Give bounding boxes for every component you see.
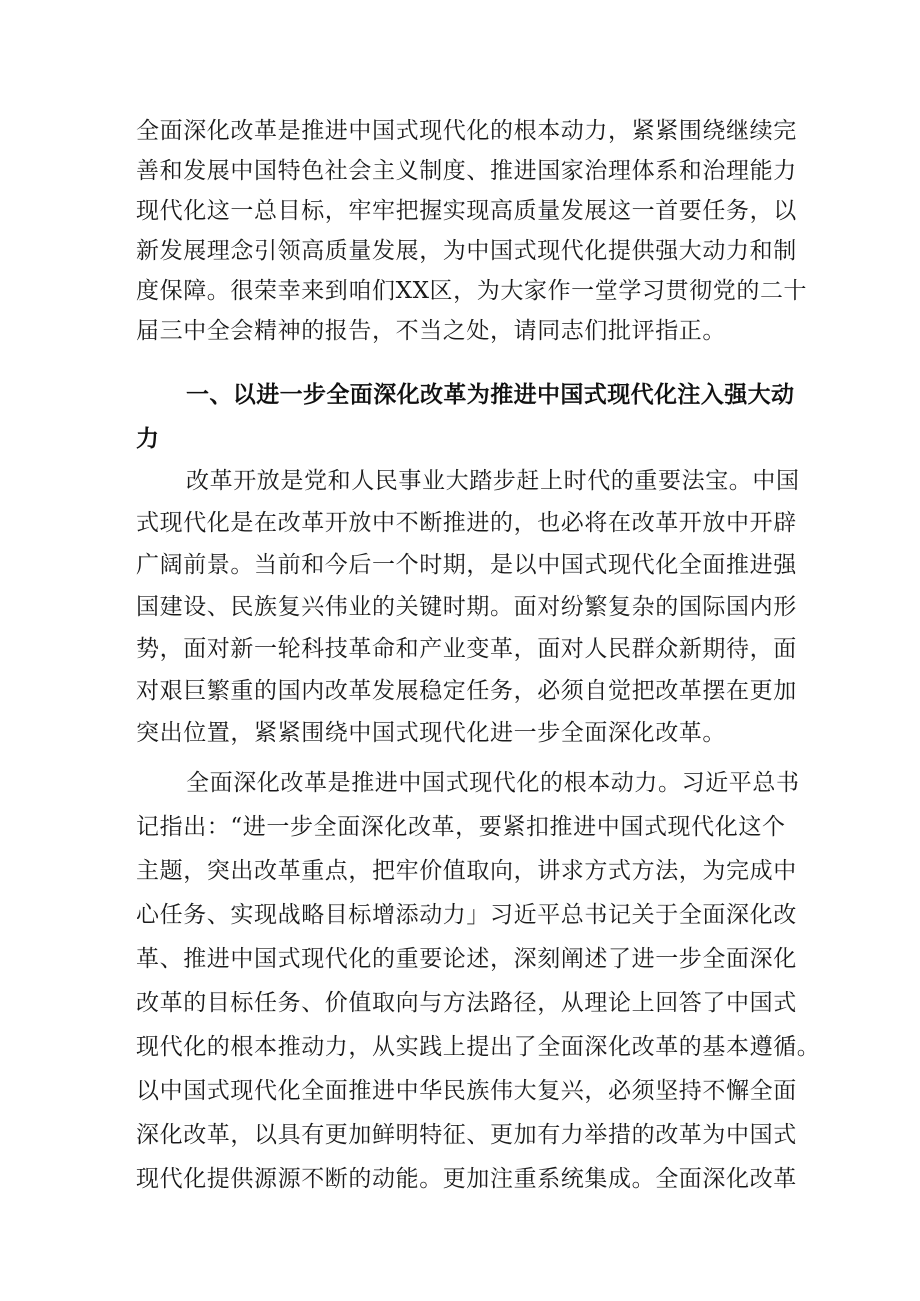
text-line: 全面深化改革是推进中国式现代化的根本动力，紧紧围绕继续完 — [136, 118, 797, 144]
text-line: 以中国式现代化全面推进中华民族伟大复兴，必须坚持不懈全面 — [136, 1078, 797, 1104]
text-line: 式现代化是在改革开放中不断推进的，也必将在改革开放中开辟 — [136, 510, 797, 536]
text-line: 届三中全会精神的报告，不当之处，请同志们批评指正。 — [136, 318, 726, 344]
text-line: 度保障。很荣幸来到咱们XX区，为大家作一堂学习贯彻党的二十 — [136, 278, 808, 304]
text-line: 记指出：“进一步全面深化改革，要紧扣推进中国式现代化这个 — [136, 814, 786, 840]
text-line: 心任务、实现战略目标增添动力」习近平总书记关于全面深化改 — [136, 902, 797, 928]
text-line: 改革开放是党和人民事业大踏步赶上时代的重要法宝。中国 — [186, 468, 800, 494]
heading-line: 一、以进一步全面深化改革为推进中国式现代化注入强大动 — [186, 382, 795, 408]
text-line: 现代化的根本推动力，从实践上提出了全面深化改革的基本遵循。 — [136, 1034, 821, 1060]
text-line: 全面深化改革是推进中国式现代化的根本动力。习近平总书 — [186, 770, 800, 796]
text-line: 革、推进中国式现代化的重要论述，深刻阐述了进一步全面深化 — [136, 946, 797, 972]
text-line: 广阔前景。当前和今后一个时期，是以中国式现代化全面推进强 — [136, 552, 797, 578]
text-line: 主题，突出改革重点，把牢价值取向，讲求方式方法，为完成中 — [136, 858, 797, 884]
text-line: 深化改革，以具有更加鲜明特征、更加有力举措的改革为中国式 — [136, 1122, 797, 1148]
heading-line: 力 — [136, 426, 160, 452]
text-line: 突出位置，紧紧围绕中国式现代化进一步全面深化改革。 — [136, 720, 726, 746]
text-line: 现代化提供源源不断的动能。更加注重系统集成。全面深化改革 — [136, 1166, 797, 1192]
text-line: 新发展理念引领高质量发展，为中国式现代化提供强大动力和制 — [136, 238, 797, 264]
text-line: 改革的目标任务、价值取向与方法路径，从理论上回答了中国式 — [136, 990, 797, 1016]
text-line: 善和发展中国特色社会主义制度、推进国家治理体系和治理能力 — [136, 158, 797, 184]
text-line: 对艰巨繁重的国内改革发展稳定任务，必须自觉把改革摆在更加 — [136, 678, 797, 704]
text-line: 国建设、民族复兴伟业的关键时期。面对纷繁复杂的国际国内形 — [136, 594, 797, 620]
text-line: 势，面对新一轮科技革命和产业变革，面对人民群众新期待，面 — [136, 636, 797, 662]
text-line: 现代化这一总目标，牢牢把握实现高质量发展这一首要任务，以 — [136, 198, 797, 224]
